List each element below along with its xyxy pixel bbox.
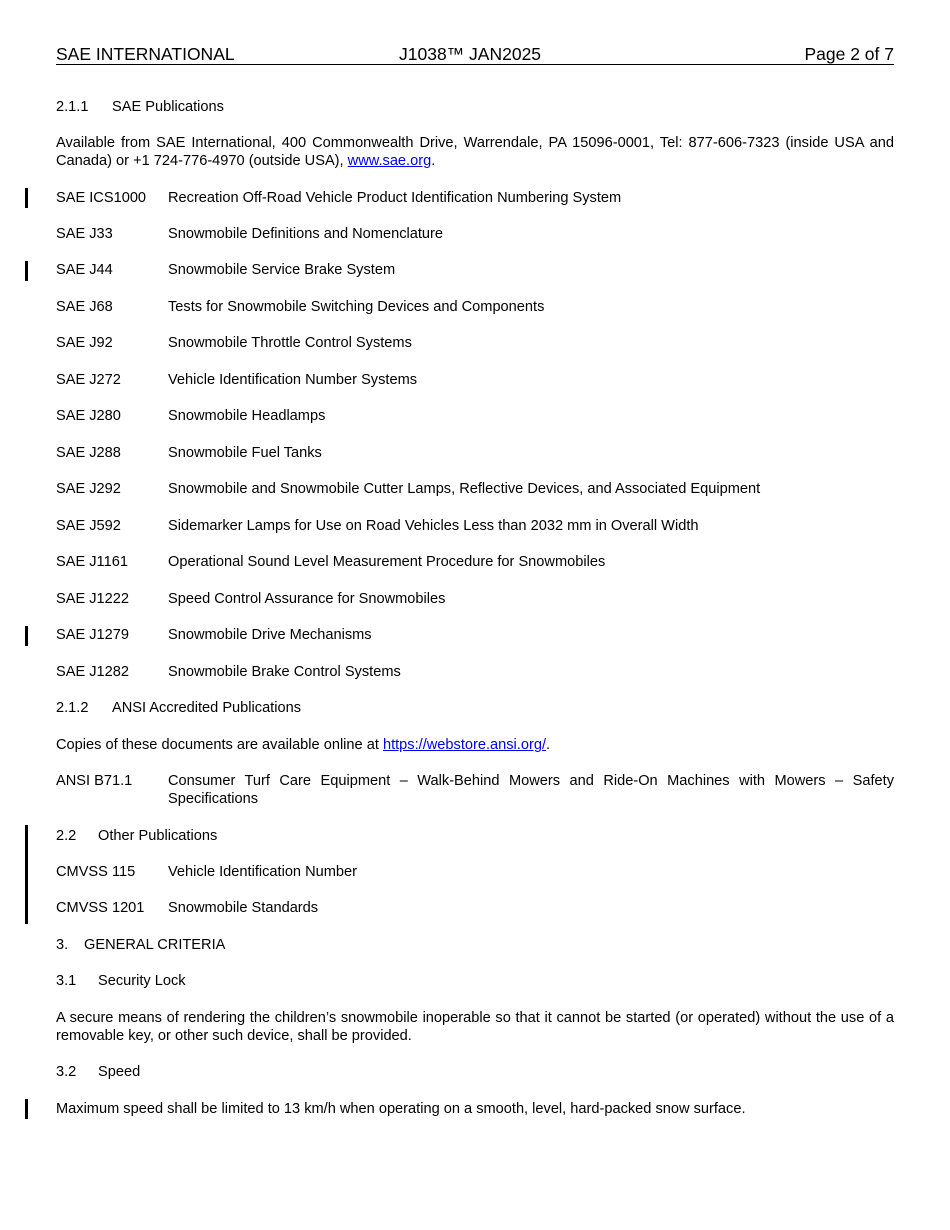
reference-title: Snowmobile Fuel Tanks [168, 445, 322, 461]
reference-code: SAE J272 [56, 372, 121, 388]
section-title: GENERAL CRITERIA [84, 937, 226, 953]
section-heading-3-2 [56, 1063, 894, 1081]
reference-code: CMVSS 115 [56, 864, 136, 880]
section-heading-3-1 [56, 972, 894, 990]
reference-code: SAE J92 [56, 335, 113, 351]
section-number: 2.1.1 [56, 99, 89, 115]
reference-title: Snowmobile Definitions and Nomenclature [168, 226, 443, 242]
header-page-number: Page 2 of 7 [804, 44, 894, 64]
change-bar [25, 188, 28, 208]
reference-code: SAE J1282 [56, 664, 130, 680]
change-bar [25, 1099, 28, 1119]
reference-title: Snowmobile Standards [168, 900, 319, 916]
change-bar [25, 261, 28, 281]
reference-code: SAE ICS1000 [56, 190, 147, 206]
ansi-availability-paragraph [56, 736, 894, 754]
change-bar [25, 825, 28, 924]
section-heading-3 [56, 936, 894, 954]
change-bar [25, 626, 28, 646]
section-number: 2.2 [56, 828, 77, 844]
reference-title: Snowmobile Throttle Control Systems [168, 335, 412, 351]
reference-title: Operational Sound Level Measurement Procedure for Snowmobiles [168, 554, 606, 570]
section-title: Other Publications [98, 828, 218, 844]
reference-code: SAE J280 [56, 408, 121, 424]
reference-title: Vehicle Identification Number [168, 864, 358, 880]
reference-title: Sidemarker Lamps for Use on Road Vehicles Less than 2032 mm in Overall Width [168, 518, 699, 534]
section-heading-2-2 [56, 827, 894, 845]
reference-code: SAE J1161 [56, 554, 128, 570]
header-org: SAE INTERNATIONAL [56, 44, 235, 64]
header-doc-id: J1038™ JAN2025 [399, 44, 542, 64]
reference-title: Snowmobile Brake Control Systems [168, 664, 401, 680]
availability-text: Available from SAE International, 400 Commonwealth Drive, Warrendale, PA 15096-0001, Tel: 877-606-7323 (inside USA and Canada) or +1 724-776-4970 (outside USA), [56, 135, 894, 169]
reference-title: Snowmobile and Snowmobile Cutter Lamps, Reflective Devices, and Associated Equipment [168, 481, 761, 497]
reference-title: Snowmobile Service Brake System [168, 262, 396, 278]
ansi-webstore-link[interactable]: https://webstore.ansi.org/ [382, 737, 546, 753]
reference-code: ANSI B71.1 [56, 773, 133, 789]
reference-code: SAE J68 [56, 299, 113, 315]
reference-title: Snowmobile Headlamps [168, 408, 326, 424]
availability-text: Copies of these documents are available online at [56, 737, 383, 753]
section-title: Speed [98, 1064, 141, 1080]
section-title: SAE Publications [112, 99, 224, 115]
reference-title: Snowmobile Drive Mechanisms [168, 627, 372, 643]
reference-code: SAE J292 [56, 481, 121, 497]
reference-title: Speed Control Assurance for Snowmobiles [168, 591, 446, 607]
reference-title: Consumer Turf Care Equipment – Walk-Behind Mowers and Ride-On Machines with Mowers – Safety Specifications [168, 773, 894, 807]
reference-code: SAE J33 [56, 226, 113, 242]
reference-code: SAE J1279 [56, 627, 130, 643]
section-heading-2-1-1 [56, 98, 894, 116]
section-title: Security Lock [98, 973, 186, 989]
sae-availability-paragraph [56, 134, 894, 170]
sae-website-link[interactable]: www.sae.org [347, 153, 432, 169]
reference-code: SAE J288 [56, 445, 121, 461]
reference-code: SAE J592 [56, 518, 121, 534]
reference-title: Tests for Snowmobile Switching Devices and Components [168, 299, 545, 315]
availability-end: . [431, 153, 436, 169]
reference-code: CMVSS 1201 [56, 900, 145, 916]
reference-title: Vehicle Identification Number Systems [168, 372, 418, 388]
security-lock-paragraph: A secure means of rendering the children’s snowmobile inoperable so that it cannot be started (or operated) without the use of a removable key, or other such device, shall be provided. [56, 1010, 894, 1044]
availability-end: . [546, 737, 551, 753]
section-number: 3.1 [56, 973, 77, 989]
reference-code: SAE J44 [56, 262, 113, 278]
reference-title: Recreation Off-Road Vehicle Product Identification Numbering System [168, 190, 622, 206]
section-number: 3. [56, 937, 69, 953]
section-number: 3.2 [56, 1064, 77, 1080]
section-number: 2.1.2 [56, 700, 89, 716]
section-heading-2-1-2 [56, 699, 894, 717]
speed-paragraph: Maximum speed shall be limited to 13 km/h when operating on a smooth, level, hard-packed snow surface. [56, 1101, 746, 1117]
page-header [56, 44, 894, 65]
section-title: ANSI Accredited Publications [112, 700, 302, 716]
reference-code: SAE J1222 [56, 591, 130, 607]
